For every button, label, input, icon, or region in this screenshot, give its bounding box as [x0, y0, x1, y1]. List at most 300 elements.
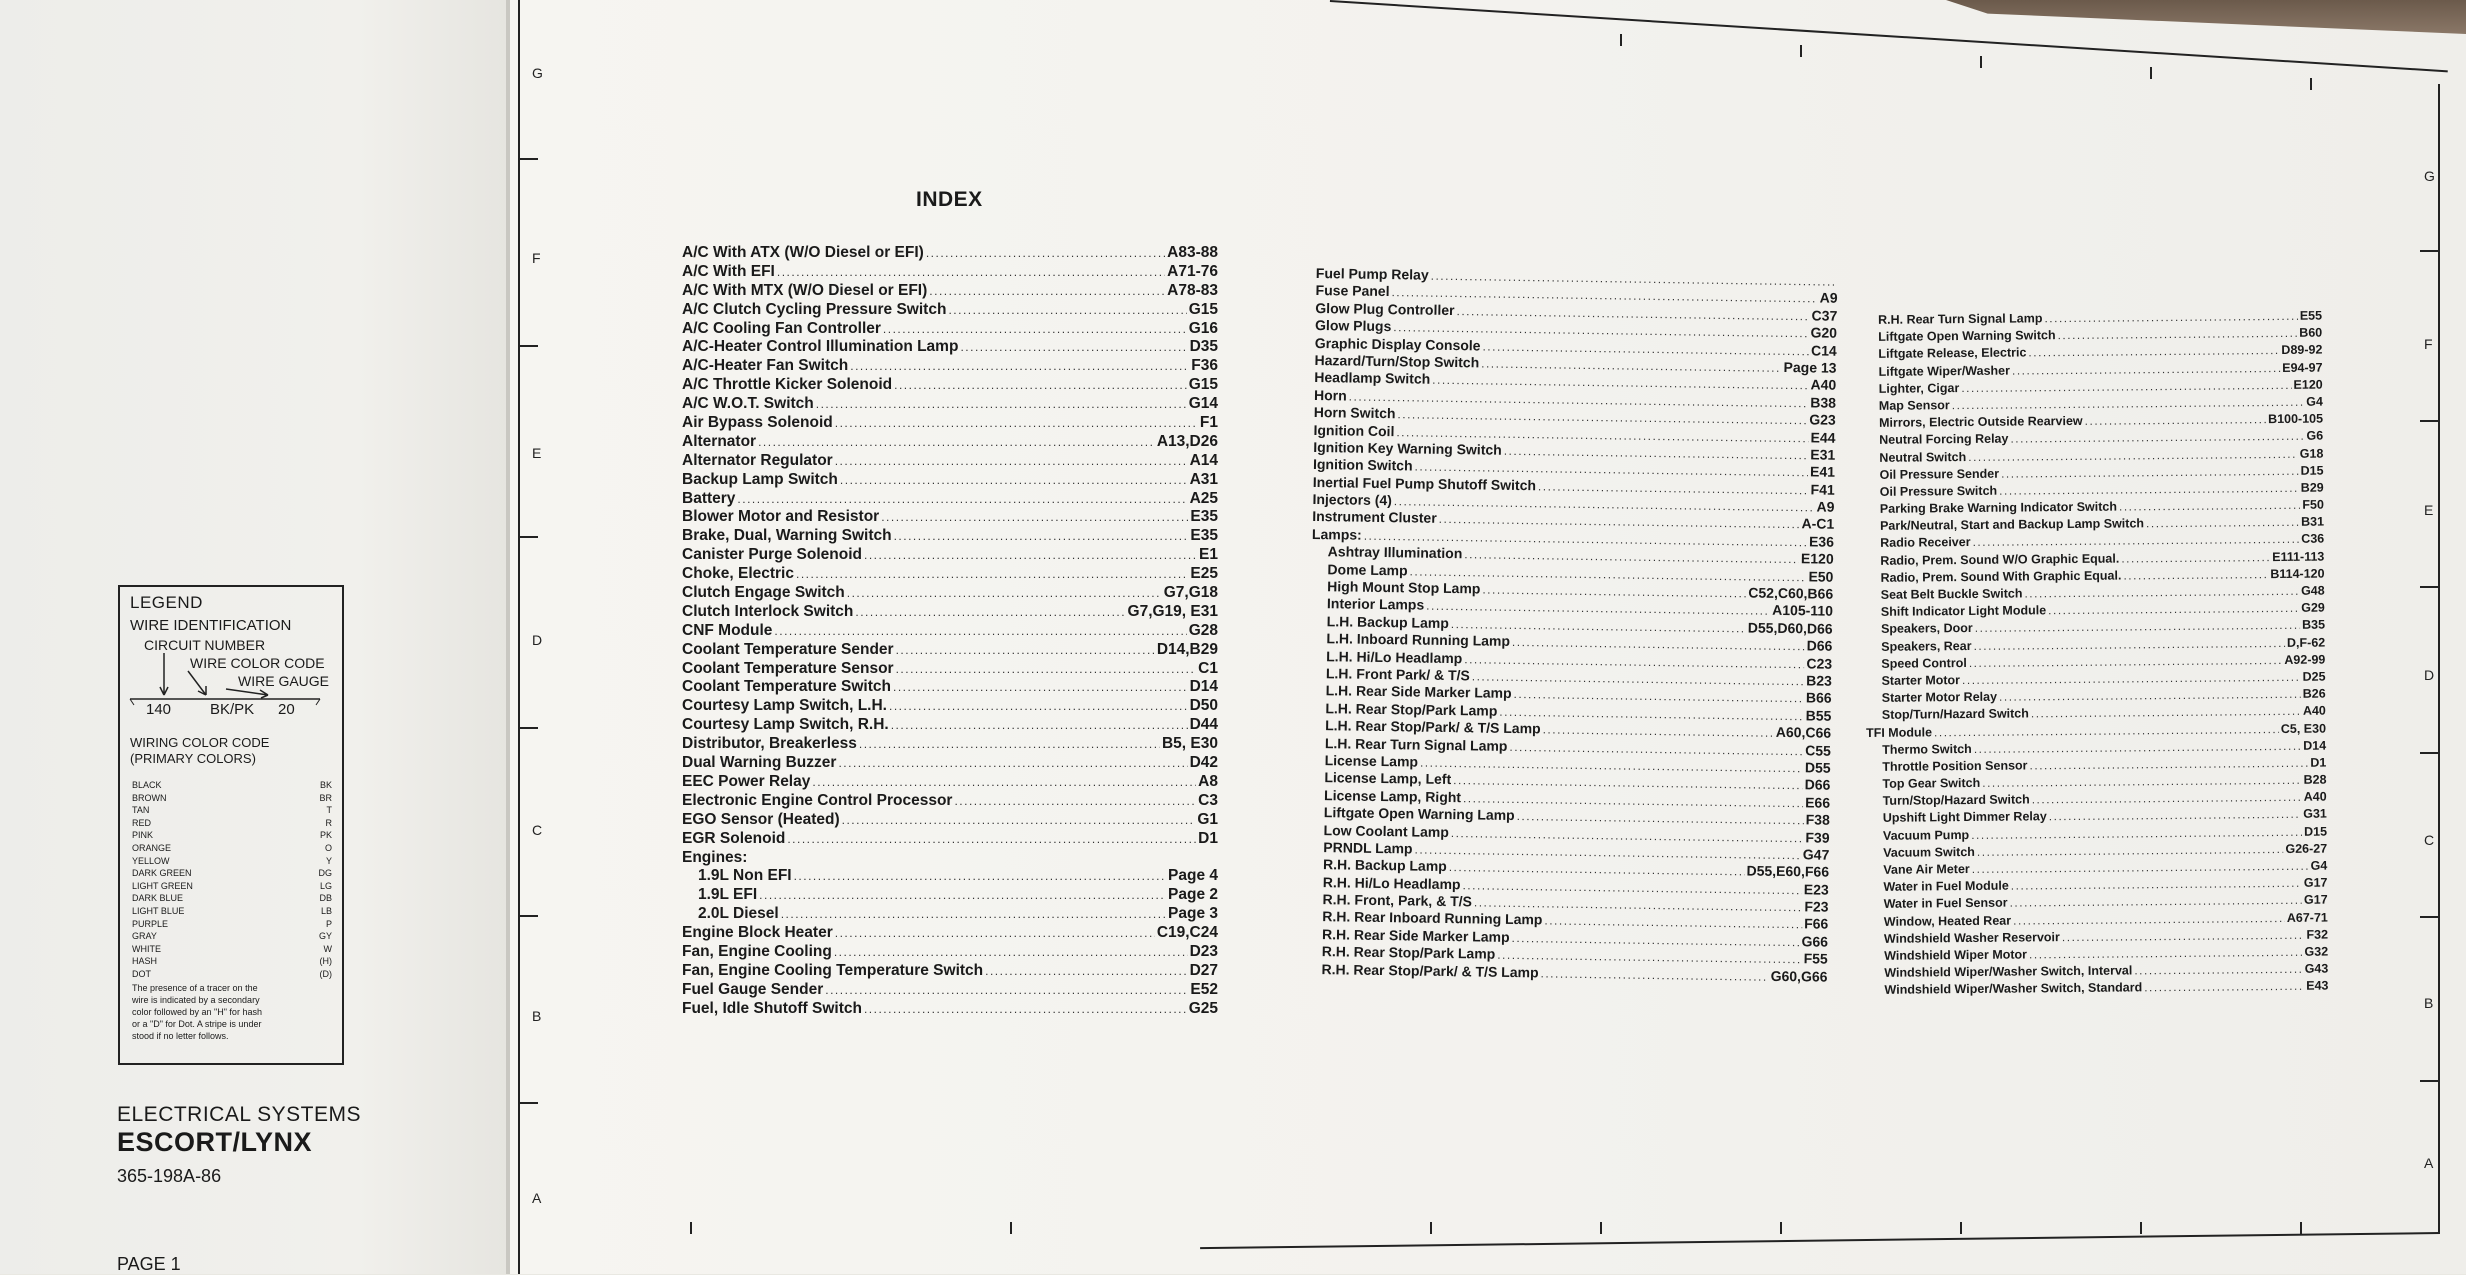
index-entry-reference: Page 13 [1783, 358, 1837, 376]
index-entry-reference: A71-76 [1167, 262, 1218, 280]
index-entry-reference: D23 [1189, 942, 1218, 960]
index-entry-reference: D55,D60,D66 [1747, 619, 1833, 637]
index-entry-label: Alternator Regulator [682, 451, 833, 469]
index-entry-reference: G43 [2304, 961, 2329, 976]
index-entry-reference: D14 [2303, 738, 2327, 753]
dot-leader [2146, 515, 2299, 530]
frame-tick [518, 345, 538, 347]
color-code-row [132, 855, 332, 868]
index-entry-label: Lamps: [1311, 525, 1362, 543]
index-entry-reference: G17 [2303, 875, 2328, 890]
dot-leader [835, 926, 1155, 940]
index-entry-label: Courtesy Lamp Switch, R.H. [682, 716, 889, 734]
index-entry-label: A/C With EFI [682, 262, 775, 280]
dot-leader [894, 378, 1187, 392]
index-entry-reference: A105-110 [1772, 602, 1834, 620]
frame-left-border [518, 0, 520, 1274]
index-entry-reference: E31 [1810, 446, 1836, 463]
dot-leader [1999, 687, 2301, 704]
index-entry-reference: A92-99 [2284, 652, 2326, 667]
color-name: LIGHT GREEN [132, 880, 193, 891]
index-entry-label: Turn/Stop/Hazard Switch [1882, 792, 2030, 809]
index-entry-label: R.H. Rear Inboard Running Lamp [1322, 908, 1543, 928]
index-entry-reference: G15 [1188, 376, 1218, 394]
index-entry [682, 565, 1218, 584]
color-code: BK [319, 780, 332, 790]
color-name: GRAY [132, 931, 157, 942]
index-entry [682, 830, 1218, 849]
index-entry-label: Lighter, Cigar [1878, 380, 1960, 396]
frame-tick [1800, 45, 1802, 57]
index-entry-reference: G7,G18 [1163, 584, 1218, 602]
color-name: DOT [132, 968, 151, 979]
dot-leader [840, 473, 1188, 487]
index-entry-reference: A-C1 [1801, 515, 1835, 533]
dot-leader [794, 869, 1166, 883]
dot-leader [787, 832, 1196, 846]
grid-letter: D [2424, 667, 2435, 683]
index-entry-reference: G1 [1197, 810, 1218, 828]
index-entry-label: Window, Heated Rear [1883, 913, 2012, 929]
dot-leader [1961, 378, 2291, 395]
index-entry-label: Fuel Gauge Sender [682, 980, 824, 998]
dot-leader [2029, 756, 2308, 773]
color-name: PINK [132, 830, 154, 841]
index-entry-reference: B38 [1810, 394, 1837, 411]
index-entry [682, 792, 1218, 811]
index-entry [682, 622, 1218, 641]
index-entry-reference: D55,E60,F66 [1746, 862, 1830, 880]
index-entry-reference: D27 [1189, 961, 1218, 979]
color-code: BR [319, 792, 332, 803]
index-entry-reference: E120 [2293, 377, 2323, 392]
index-entry-reference: Page 3 [1168, 905, 1218, 923]
dot-leader [985, 964, 1187, 978]
index-entry-label: A/C-Heater Control Illumination Lamp [682, 338, 959, 356]
frame-tick [2310, 78, 2312, 90]
index-entry [682, 527, 1218, 546]
index-entry-label: R.H. Backup Lamp [1322, 856, 1447, 875]
index-entry-label: L.H. Rear Stop/Park Lamp [1325, 699, 1498, 719]
index-entry-reference: E111-113 [2272, 549, 2325, 564]
index-entry-reference: B26 [2302, 686, 2326, 701]
index-entry-label: Coolant Temperature Sender [682, 640, 894, 658]
index-entry-label: Liftgate Wiper/Washer [1878, 363, 2011, 379]
index-entry-reference: G20 [1810, 324, 1838, 341]
frame-tick [518, 1102, 538, 1104]
index-entry [682, 263, 1218, 282]
index-entry-reference: F55 [1803, 950, 1828, 967]
index-entry-reference: E66 [1805, 794, 1831, 811]
index-entry [682, 282, 1218, 301]
grid-letter: B [532, 1008, 542, 1024]
index-entry-reference: E94-97 [2282, 360, 2323, 375]
index-entry-reference: G26-27 [2285, 841, 2328, 856]
index-entry-reference: D66 [1804, 776, 1831, 794]
index-entry-label: Headlamp Switch [1314, 369, 1431, 388]
index-entry-label: Vacuum Switch [1883, 844, 1975, 860]
index-entry [682, 471, 1218, 490]
index-entry-reference: G15 [1188, 300, 1218, 318]
index-entry-reference: A8 [1198, 772, 1218, 790]
dot-leader [1982, 773, 2301, 790]
index-entry-label: EGO Sensor (Heated) [682, 810, 840, 828]
dot-leader [2044, 309, 2297, 325]
index-entry-label: Courtesy Lamp Switch, L.H. [682, 697, 887, 715]
index-entry-reference: A40 [1810, 376, 1837, 394]
dot-leader [2121, 550, 2270, 565]
index-entry-label: Fuse Panel [1315, 282, 1390, 300]
dot-leader [889, 699, 1188, 713]
index-entry [682, 395, 1218, 414]
index-entry-label: PRNDL Lamp [1323, 839, 1413, 857]
color-name: BLACK [132, 780, 162, 790]
dot-leader [1969, 653, 2283, 670]
dot-leader [1962, 670, 2301, 687]
index-entry-label: Distributor, Breakerless [682, 735, 857, 753]
color-code-subtitle: (PRIMARY COLORS) [130, 751, 256, 766]
index-entry-label: A/C-Heater Fan Switch [682, 357, 849, 375]
dot-leader [2123, 567, 2268, 582]
index-entry-label: Choke, Electric [682, 565, 794, 583]
color-code-row [132, 867, 332, 880]
index-entry-label: Engine Block Heater [682, 924, 833, 942]
index-entry-reference: B55 [1805, 707, 1832, 724]
index-entry-label: Speed Control [1881, 655, 1967, 671]
index-entry-reference: G29 [2301, 600, 2325, 615]
color-code-row [132, 804, 332, 817]
frame-tick [518, 915, 538, 917]
index-entry-label: Ignition Key Warning Switch [1313, 438, 1502, 458]
color-code: R [325, 817, 332, 828]
index-entry [682, 433, 1218, 452]
index-entry-reference: E1 [1199, 546, 1218, 564]
index-entry-reference: G66 [1801, 933, 1829, 950]
dot-leader [825, 983, 1188, 997]
dot-leader [894, 529, 1189, 543]
index-entry-label: License Lamp, Right [1324, 786, 1462, 805]
dot-leader [850, 359, 1189, 373]
grid-letter: C [2424, 832, 2435, 848]
index-entry-reference: F50 [2302, 497, 2324, 512]
dot-leader [896, 662, 1197, 676]
grid-letter: C [532, 822, 543, 838]
color-code: GY [318, 931, 332, 942]
dot-leader [1540, 966, 1768, 983]
frame-tick [2140, 1222, 2142, 1234]
legend-note: The presence of a tracer on the wire is indicated by a secondary color followed by an "H" for hash or a "D" for Dot. A stripe is under stood if no letter follows. [132, 983, 262, 1041]
index-entry-reference: Page 4 [1168, 867, 1218, 885]
index-entry-reference: C19,C24 [1156, 924, 1218, 942]
left-panel [0, 0, 508, 1274]
color-code: (D) [319, 968, 332, 979]
grid-letter: G [2424, 168, 2435, 184]
index-entry-reference: B66 [1805, 689, 1832, 707]
index-entry-label: R.H. Hi/Lo Headlamp [1322, 873, 1461, 892]
index-entry-reference: A67-71 [2286, 910, 2328, 925]
index-column-2 [1305, 265, 1838, 986]
index-entry-label: R.H. Rear Stop/Park Lamp [1321, 943, 1496, 962]
index-entry-label: A/C Clutch Cycling Pressure Switch [682, 300, 947, 318]
index-entry [682, 376, 1218, 395]
index-entry-label: Windshield Washer Reservoir [1883, 929, 2060, 946]
index-entry-reference: F32 [2306, 927, 2329, 942]
index-entry-label: Ignition Coil [1313, 421, 1395, 439]
index-entry-reference: F38 [1805, 811, 1830, 828]
index-entry-reference: D66 [1806, 637, 1833, 654]
index-entry-reference: A14 [1189, 451, 1218, 469]
grid-letter: D [532, 632, 543, 648]
index-entry-reference: D14,B29 [1156, 640, 1218, 658]
color-name: TAN [132, 805, 150, 816]
index-entry [682, 584, 1218, 603]
index-entry-reference: C1 [1198, 659, 1218, 677]
index-entry-label: Dome Lamp [1327, 560, 1408, 579]
index-entry-label: R.H. Rear Side Marker Lamp [1321, 926, 1510, 945]
color-code-title: WIRING COLOR CODE [130, 735, 270, 750]
dot-leader [864, 1002, 1187, 1016]
dot-leader [2013, 911, 2285, 928]
dot-leader [864, 548, 1197, 562]
color-code: T [326, 805, 332, 816]
index-entry-reference: D89-92 [2281, 342, 2323, 358]
frame-tick [2420, 586, 2440, 588]
index-entry-reference: E41 [1809, 463, 1836, 481]
grid-letter: E [532, 445, 542, 461]
index-entry-reference: G4 [2310, 858, 2328, 873]
index-entry-label: License Lamp [1324, 752, 1419, 770]
color-code: P [325, 918, 332, 929]
color-code-row [132, 930, 332, 943]
index-entry-label: Radio Receiver [1880, 535, 1971, 551]
index-entry-label: R.H. Rear Stop/Park/ & T/S Lamp [1321, 960, 1539, 981]
index-entry [682, 773, 1218, 792]
color-code: DB [319, 893, 332, 904]
frame-tick [2420, 1080, 2440, 1082]
index-entry-reference: G6 [2306, 428, 2324, 444]
document-number: 365-198A-86 [117, 1166, 222, 1186]
index-entry-label: Top Gear Switch [1882, 775, 1981, 791]
color-name: DARK BLUE [132, 893, 184, 904]
page-label: PAGE 1 [117, 1254, 181, 1274]
index-entry-reference: C3 [1198, 791, 1218, 809]
index-entry-reference: F1 [1199, 414, 1218, 432]
index-entry-label: Ashtray Illumination [1327, 543, 1463, 562]
color-code-row [132, 955, 332, 968]
index-entry-reference: F41 [1810, 481, 1835, 498]
frame-tick [2300, 1222, 2302, 1234]
wire-identification-label: WIRE IDENTIFICATION [130, 617, 292, 634]
dot-leader [774, 624, 1186, 638]
dot-leader [1968, 446, 2298, 463]
frame-tick [1780, 1222, 1782, 1234]
index-entry-label: License Lamp, Left [1324, 769, 1452, 788]
index-entry-label: Horn Switch [1313, 404, 1396, 422]
index-entry-label: TFI Module [1865, 724, 1933, 740]
index-entry-reference: B114-120 [2270, 566, 2325, 581]
index-entry [682, 490, 1218, 509]
index-entry-label: Canister Purge Solenoid [682, 546, 863, 564]
index-entry-label: Map Sensor [1878, 398, 1950, 413]
index-entry-reference: B28 [2303, 772, 2327, 787]
color-code: PK [319, 830, 332, 841]
index-entry-label: Mirrors, Electric Outside Rearview [1878, 414, 2083, 430]
dot-leader [2057, 326, 2297, 342]
index-entry [682, 754, 1218, 773]
index-entry-label: Liftgate Release, Electric [1878, 345, 2027, 362]
index-entry-label: Horn [1313, 386, 1347, 404]
dot-leader [781, 907, 1166, 921]
dot-leader [2012, 361, 2280, 378]
index-entry-reference: D44 [1189, 716, 1218, 734]
index-entry-label: High Mount Stop Lamp [1327, 578, 1481, 597]
index-entry [682, 244, 1218, 263]
index-entry-label: Speakers, Door [1880, 621, 1973, 637]
frame-tick [1620, 34, 1622, 46]
index-entry-label: 1.9L Non EFI [698, 867, 792, 885]
dot-leader [2134, 962, 2303, 978]
wiring-color-code-title [130, 735, 269, 767]
index-entry-label: Oil Pressure Switch [1879, 483, 1998, 499]
dot-leader [929, 284, 1165, 298]
dot-leader [847, 586, 1162, 600]
color-code: W [323, 943, 332, 954]
index-title: INDEX [916, 188, 983, 211]
index-entry-label: Hazard/Turn/Stop Switch [1314, 351, 1480, 371]
dot-leader [1971, 824, 2302, 841]
dot-leader [1974, 738, 2302, 755]
color-name: ORANGE [132, 842, 172, 853]
index-entry-reference: G31 [2303, 806, 2327, 822]
dot-leader [2029, 945, 2303, 962]
color-code: DG [318, 868, 332, 879]
index-entry-reference: G25 [1188, 999, 1218, 1017]
color-code: (H) [319, 956, 332, 967]
index-entry-label: Vane Air Meter [1883, 861, 1970, 877]
dot-leader [855, 605, 1125, 619]
wire-color-code-label: WIRE COLOR CODE [190, 655, 325, 671]
dot-leader [893, 680, 1188, 694]
index-entry-label: R.H. Rear Turn Signal Lamp [1877, 311, 2043, 327]
index-entry [682, 1000, 1218, 1019]
color-name: HASH [132, 956, 158, 967]
index-entry-label: Neutral Forcing Relay [1879, 431, 2009, 448]
frame-tick [518, 727, 538, 729]
dot-leader [2011, 876, 2302, 893]
index-entry [682, 357, 1218, 376]
index-entry-reference: F39 [1805, 828, 1830, 846]
index-entry-reference: B31 [2301, 514, 2325, 530]
index-entry [682, 301, 1218, 320]
index-entry-label: Backup Lamp Switch [682, 470, 838, 488]
index-entry-label: Fan, Engine Cooling Temperature Switch [682, 961, 984, 979]
index-entry-reference: B100-105 [2268, 411, 2324, 427]
color-name: LIGHT BLUE [132, 905, 185, 916]
index-entry-label: Interior Lamps [1326, 595, 1425, 614]
dot-leader [2031, 704, 2301, 721]
index-entry-reference: G18 [2299, 446, 2324, 461]
index-entry-reference: E50 [1808, 567, 1834, 585]
index-entry-reference: G32 [2304, 944, 2329, 959]
index-entry-label: Ignition Switch [1312, 456, 1413, 474]
color-code-row [132, 817, 332, 830]
index-entry-reference: E43 [2306, 978, 2329, 994]
index-entry-label: Dual Warning Buzzer [682, 754, 837, 772]
frame-tick [2420, 916, 2440, 918]
index-entry-label: Upshift Light Dimmer Relay [1882, 809, 2047, 826]
index-entry-label: Electronic Engine Control Processor [682, 791, 953, 809]
dot-leader [777, 265, 1165, 279]
dot-leader [1972, 532, 2299, 549]
grid-letter: F [532, 250, 541, 266]
index-entry [682, 905, 1218, 924]
index-entry [682, 886, 1218, 905]
frame-tick [518, 536, 538, 538]
dot-leader [1543, 723, 1774, 740]
index-entry-reference: D15 [2303, 824, 2328, 839]
index-entry-reference: E23 [1803, 880, 1829, 898]
dot-leader [2085, 412, 2267, 428]
index-entry-reference: B60 [2299, 325, 2323, 340]
index-entry-label: Throttle Position Sensor [1882, 758, 2028, 774]
dot-leader [834, 945, 1188, 959]
index-entry-reference: D50 [1189, 697, 1218, 715]
color-name: WHITE [132, 943, 161, 954]
index-entry-label: Glow Plug Controller [1315, 299, 1455, 318]
dot-leader [2049, 807, 2302, 823]
index-entry-label: Water in Fuel Sensor [1883, 896, 2008, 912]
index-entry [682, 641, 1218, 660]
frame-tick [2420, 752, 2440, 754]
dot-leader [926, 246, 1165, 260]
color-name: PURPLE [132, 918, 169, 929]
index-entry [682, 735, 1218, 754]
index-entry-reference: A83-88 [1167, 244, 1218, 261]
index-entry-reference: E35 [1190, 508, 1218, 526]
index-entry-reference: C14 [1810, 341, 1837, 359]
dot-leader [2001, 464, 2299, 481]
index-entry-reference: G17 [2303, 892, 2328, 908]
index-entry [682, 943, 1218, 962]
dot-leader [883, 322, 1187, 336]
index-entry-label: R.H. Front, Park, & T/S [1322, 891, 1473, 910]
index-entry [682, 849, 1218, 868]
index-entry-label: A/C Cooling Fan Controller [682, 319, 881, 337]
index-entry-label: Windshield Wiper/Washer Switch, Standard [1884, 980, 2143, 998]
grid-letter: A [2424, 1155, 2434, 1171]
grid-letter: A [532, 1190, 542, 1206]
index-entry-reference: G23 [1809, 411, 1836, 428]
index-entry-reference: A9 [1819, 289, 1838, 307]
index-entry-reference: D1 [2310, 755, 2327, 770]
index-entry-reference: E55 [2299, 308, 2323, 323]
index-entry-label: A/C With ATX (W/O Diesel or EFI) [682, 244, 924, 261]
index-entry-label: Brake, Dual, Warning Switch [682, 527, 892, 545]
dot-leader [1975, 618, 2300, 635]
index-entry-reference: G60,G66 [1770, 967, 1828, 985]
index-entry-label: Windshield Wiper Motor [1884, 947, 2028, 963]
color-name: YELLOW [132, 855, 170, 866]
index-entry-reference: A40 [2302, 703, 2326, 719]
dot-leader [838, 756, 1187, 770]
index-entry-label: A/C Throttle Kicker Solenoid [682, 376, 893, 394]
index-entry [682, 546, 1218, 565]
color-name: DARK GREEN [132, 868, 192, 879]
index-entry-reference: A13,D26 [1156, 432, 1218, 450]
index-entry-label: Thermo Switch [1882, 741, 1972, 757]
dot-leader [1973, 636, 2285, 653]
dot-leader [2032, 790, 2302, 807]
